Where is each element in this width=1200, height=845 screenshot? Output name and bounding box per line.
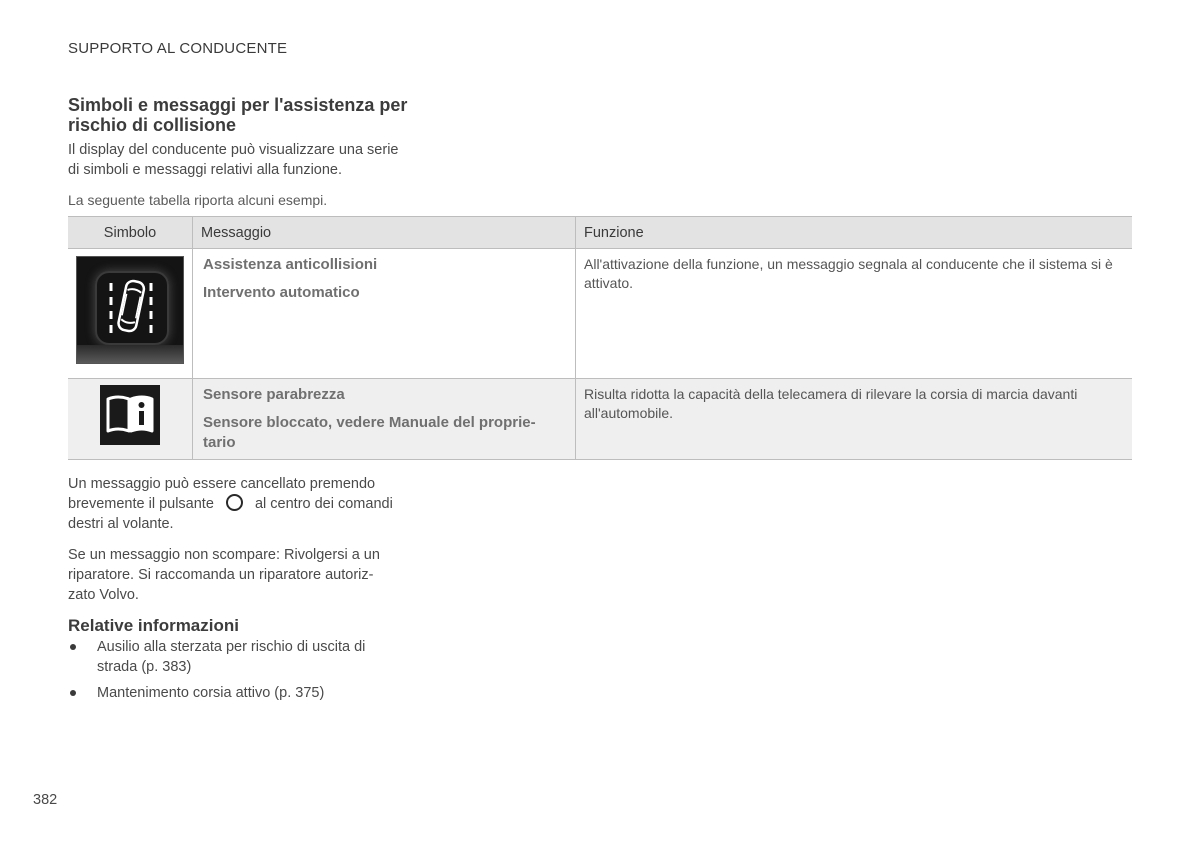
column-header-symbol: Simbolo — [68, 217, 193, 249]
persistent-message-paragraph: Se un messaggio non scompare: Rivolgersi a un riparatore. Si raccomanda un riparatore autoriz-zato Volvo. — [68, 547, 380, 603]
related-link[interactable]: Ausilio alla sterzata per rischio di uscita di strada (p. 383) — [97, 639, 366, 675]
page-number: 382 — [33, 792, 58, 808]
dismiss-message-paragraph — [68, 474, 398, 534]
message-text: Intervento automatico — [203, 284, 360, 301]
message-text: Sensore bloccato, vedere Manuale del proprie-tario — [203, 414, 536, 451]
message-text: Sensore parabrezza — [203, 386, 345, 403]
table-row — [68, 249, 1132, 379]
function-cell: Risulta ridotta la capacità della telecamera di rilevare la corsia di marcia davanti all'automobile. — [576, 379, 1133, 460]
related-info-list — [68, 637, 398, 709]
function-cell: All'attivazione della funzione, un messaggio segnala al conducente che il sistema si è attivato. — [576, 249, 1133, 379]
list-item[interactable] — [68, 683, 398, 703]
table-intro: La seguente tabella riporta alcuni esempi. — [68, 192, 328, 208]
symbols-table — [68, 216, 1132, 460]
intro-paragraph: Il display del conducente può visualizzare una serie di simboli e messaggi relativi alla funzione. — [68, 142, 399, 178]
table-header-row — [68, 217, 1132, 249]
table-row — [68, 379, 1132, 460]
related-info-title: Relative informazioni — [68, 616, 239, 635]
message-cell — [193, 249, 576, 379]
message-text: Assistenza anticollisioni — [203, 256, 378, 273]
paragraph-text: al centro dei comandi destri al volante. — [68, 496, 393, 532]
bullet-icon — [70, 644, 76, 650]
collision-assist-car-lanes-icon — [76, 256, 184, 364]
column-header-function: Funzione — [576, 217, 1133, 249]
paragraph-text: Un messaggio può essere cancellato premendo brevemente il pulsante — [68, 476, 376, 512]
message-cell — [193, 379, 576, 460]
bullet-icon — [70, 690, 76, 696]
symbol-cell — [68, 379, 193, 460]
related-link[interactable]: Mantenimento corsia attivo (p. 375) — [97, 685, 325, 701]
symbol-cell — [68, 249, 193, 379]
circle-button-icon — [226, 494, 243, 511]
column-header-message: Messaggio — [193, 217, 576, 249]
page-title: Simboli e messaggi per l'assistenza per rischio di collisione — [68, 95, 408, 135]
section-header: SUPPORTO AL CONDUCENTE — [68, 40, 288, 57]
list-item[interactable] — [68, 637, 398, 677]
owners-manual-info-icon — [100, 385, 160, 445]
